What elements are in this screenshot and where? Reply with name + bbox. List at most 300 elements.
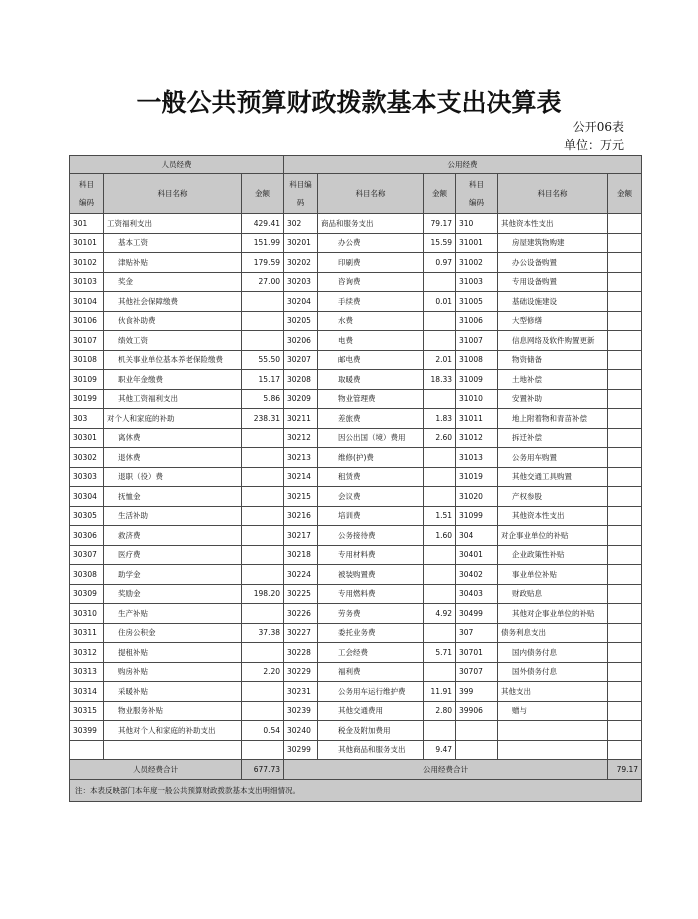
personnel-code-cell: 30306 bbox=[70, 526, 104, 546]
public-item-cell: 物业管理费 bbox=[318, 389, 424, 409]
public-code-cell: 30207 bbox=[284, 350, 318, 370]
capital-code-cell: 30402 bbox=[456, 565, 498, 585]
public-item-cell: 公务用车运行维护费 bbox=[318, 682, 424, 702]
personnel-code-cell: 30103 bbox=[70, 272, 104, 292]
public-amount-cell: 15.59 bbox=[424, 233, 456, 253]
public-item-cell: 因公出国（境）费用 bbox=[318, 428, 424, 448]
personnel-amount-cell bbox=[242, 448, 284, 468]
personnel-item-cell: 抚恤金 bbox=[104, 487, 242, 507]
personnel-code-cell: 30315 bbox=[70, 701, 104, 721]
personnel-item-column-header: 科目名称 bbox=[104, 174, 242, 214]
capital-item-column-header: 科目名称 bbox=[498, 174, 608, 214]
personnel-amount-cell bbox=[242, 565, 284, 585]
capital-amount-cell bbox=[608, 623, 642, 643]
public-code-cell: 30211 bbox=[284, 409, 318, 429]
personnel-item-cell: 医疗费 bbox=[104, 545, 242, 565]
personnel-item-cell: 采暖补贴 bbox=[104, 682, 242, 702]
capital-item-cell: 对企事业单位的补贴 bbox=[498, 526, 608, 546]
personnel-amount-cell: 55.50 bbox=[242, 350, 284, 370]
personnel-code-cell: 30305 bbox=[70, 506, 104, 526]
public-amount-cell bbox=[424, 389, 456, 409]
personnel-item-cell: 退职（役）费 bbox=[104, 467, 242, 487]
personnel-item-cell: 其他社会保障缴费 bbox=[104, 292, 242, 312]
note-row bbox=[70, 780, 642, 802]
public-code-cell: 30214 bbox=[284, 467, 318, 487]
table-row bbox=[70, 448, 642, 468]
public-code-cell: 30216 bbox=[284, 506, 318, 526]
capital-item-cell: 财政贴息 bbox=[498, 584, 608, 604]
personnel-amount-cell: 0.54 bbox=[242, 721, 284, 741]
capital-code-cell: 31013 bbox=[456, 448, 498, 468]
personnel-amount-cell: 27.00 bbox=[242, 272, 284, 292]
capital-item-cell: 赠与 bbox=[498, 701, 608, 721]
personnel-amount-cell bbox=[242, 701, 284, 721]
public-amount-cell bbox=[424, 545, 456, 565]
capital-item-cell: 拆迁补偿 bbox=[498, 428, 608, 448]
capital-code-cell: 30401 bbox=[456, 545, 498, 565]
table-row bbox=[70, 253, 642, 273]
capital-code-cell: 310 bbox=[456, 214, 498, 234]
capital-item-cell: 地上附着物和青苗补偿 bbox=[498, 409, 608, 429]
public-amount-cell: 1.60 bbox=[424, 526, 456, 546]
personnel-item-cell: 助学金 bbox=[104, 565, 242, 585]
capital-amount-column-header: 金额 bbox=[608, 174, 642, 214]
personnel-amount-cell: 151.99 bbox=[242, 233, 284, 253]
table-row bbox=[70, 662, 642, 682]
capital-amount-cell bbox=[608, 662, 642, 682]
table-row bbox=[70, 565, 642, 585]
total-row bbox=[70, 760, 642, 780]
capital-amount-cell bbox=[608, 428, 642, 448]
capital-amount-cell bbox=[608, 721, 642, 741]
public-amount-cell: 0.01 bbox=[424, 292, 456, 312]
public-amount-cell: 18.33 bbox=[424, 370, 456, 390]
public-amount-cell bbox=[424, 331, 456, 351]
capital-amount-cell bbox=[608, 526, 642, 546]
personnel-total-amount: 677.73 bbox=[242, 760, 284, 780]
capital-code-cell: 307 bbox=[456, 623, 498, 643]
capital-item-cell: 公务用车购置 bbox=[498, 448, 608, 468]
public-amount-column-header: 金额 bbox=[424, 174, 456, 214]
public-code-cell: 30205 bbox=[284, 311, 318, 331]
capital-item-cell: 物资储备 bbox=[498, 350, 608, 370]
capital-item-cell: 安置补助 bbox=[498, 389, 608, 409]
capital-code-cell: 31010 bbox=[456, 389, 498, 409]
personnel-code-cell: 30109 bbox=[70, 370, 104, 390]
table-row bbox=[70, 214, 642, 234]
table-row bbox=[70, 506, 642, 526]
personnel-item-cell: 其他对个人和家庭的补助支出 bbox=[104, 721, 242, 741]
group-header-row bbox=[70, 156, 642, 174]
public-item-cell: 维修(护)费 bbox=[318, 448, 424, 468]
table-row bbox=[70, 487, 642, 507]
personnel-amount-cell bbox=[242, 643, 284, 663]
capital-amount-cell bbox=[608, 701, 642, 721]
personnel-code-cell: 30303 bbox=[70, 467, 104, 487]
capital-amount-cell bbox=[608, 448, 642, 468]
public-code-cell: 30231 bbox=[284, 682, 318, 702]
personnel-amount-cell bbox=[242, 545, 284, 565]
personnel-amount-cell bbox=[242, 311, 284, 331]
public-amount-cell: 2.80 bbox=[424, 701, 456, 721]
public-code-cell: 30217 bbox=[284, 526, 318, 546]
public-code-cell: 30203 bbox=[284, 272, 318, 292]
public-code-cell: 30212 bbox=[284, 428, 318, 448]
capital-item-cell: 国内债务付息 bbox=[498, 643, 608, 663]
capital-amount-cell bbox=[608, 565, 642, 585]
table-row bbox=[70, 604, 642, 624]
personnel-item-cell: 对个人和家庭的补助 bbox=[104, 409, 242, 429]
capital-item-cell: 企业政策性补贴 bbox=[498, 545, 608, 565]
capital-code-cell: 31008 bbox=[456, 350, 498, 370]
capital-item-cell: 基础设施建设 bbox=[498, 292, 608, 312]
public-code-cell: 30213 bbox=[284, 448, 318, 468]
capital-code-cell: 31002 bbox=[456, 253, 498, 273]
public-code-cell: 30299 bbox=[284, 740, 318, 760]
capital-amount-cell bbox=[608, 350, 642, 370]
unit-label: 单位：万元 bbox=[563, 138, 624, 152]
capital-amount-cell bbox=[608, 233, 642, 253]
public-code-cell: 30226 bbox=[284, 604, 318, 624]
personnel-item-cell: 职业年金缴费 bbox=[104, 370, 242, 390]
capital-amount-cell bbox=[608, 584, 642, 604]
personnel-item-cell: 退休费 bbox=[104, 448, 242, 468]
public-amount-cell: 2.60 bbox=[424, 428, 456, 448]
personnel-item-cell: 物业服务补贴 bbox=[104, 701, 242, 721]
table-row bbox=[70, 682, 642, 702]
personnel-amount-cell: 2.20 bbox=[242, 662, 284, 682]
personnel-code-cell: 30314 bbox=[70, 682, 104, 702]
public-item-cell: 电费 bbox=[318, 331, 424, 351]
capital-item-cell: 信息网络及软件购置更新 bbox=[498, 331, 608, 351]
personnel-amount-cell bbox=[242, 506, 284, 526]
personnel-amount-cell bbox=[242, 428, 284, 448]
personnel-code-cell: 30304 bbox=[70, 487, 104, 507]
capital-item-cell: 产权参股 bbox=[498, 487, 608, 507]
capital-code-column-header: 科目 编码 bbox=[456, 174, 498, 214]
personnel-code-cell: 30199 bbox=[70, 389, 104, 409]
public-code-column-header: 科目编 码 bbox=[284, 174, 318, 214]
capital-amount-cell bbox=[608, 740, 642, 760]
public-code-cell: 302 bbox=[284, 214, 318, 234]
personnel-code-cell: 30313 bbox=[70, 662, 104, 682]
public-item-cell: 手续费 bbox=[318, 292, 424, 312]
personnel-code-cell: 30312 bbox=[70, 643, 104, 663]
personnel-item-cell: 津贴补贴 bbox=[104, 253, 242, 273]
form-number: 公开06表 bbox=[572, 120, 624, 134]
public-item-cell: 其他商品和服务支出 bbox=[318, 740, 424, 760]
capital-amount-cell bbox=[608, 643, 642, 663]
capital-amount-cell bbox=[608, 545, 642, 565]
personnel-code-cell: 30104 bbox=[70, 292, 104, 312]
public-item-cell: 办公费 bbox=[318, 233, 424, 253]
capital-code-cell: 399 bbox=[456, 682, 498, 702]
personnel-code-cell: 301 bbox=[70, 214, 104, 234]
personnel-amount-cell bbox=[242, 292, 284, 312]
personnel-amount-cell bbox=[242, 682, 284, 702]
personnel-amount-cell: 37.38 bbox=[242, 623, 284, 643]
capital-item-cell: 其他资本性支出 bbox=[498, 214, 608, 234]
public-total-amount: 79.17 bbox=[608, 760, 642, 780]
personnel-item-cell: 提租补贴 bbox=[104, 643, 242, 663]
public-amount-cell: 11.91 bbox=[424, 682, 456, 702]
personnel-amount-cell bbox=[242, 331, 284, 351]
capital-item-cell: 国外债务付息 bbox=[498, 662, 608, 682]
personnel-code-cell: 30107 bbox=[70, 331, 104, 351]
personnel-code-cell: 30106 bbox=[70, 311, 104, 331]
capital-code-cell: 31001 bbox=[456, 233, 498, 253]
capital-code-cell: 31019 bbox=[456, 467, 498, 487]
public-item-cell: 专用材料费 bbox=[318, 545, 424, 565]
capital-amount-cell bbox=[608, 487, 642, 507]
public-item-cell: 商品和服务支出 bbox=[318, 214, 424, 234]
public-code-cell: 30228 bbox=[284, 643, 318, 663]
personnel-item-cell: 机关事业单位基本养老保险缴费 bbox=[104, 350, 242, 370]
table-row bbox=[70, 350, 642, 370]
table-row bbox=[70, 233, 642, 253]
capital-item-cell: 事业单位补贴 bbox=[498, 565, 608, 585]
personnel-item-cell: 伙食补助费 bbox=[104, 311, 242, 331]
public-item-cell: 被装购置费 bbox=[318, 565, 424, 585]
capital-item-cell: 房屋建筑物购建 bbox=[498, 233, 608, 253]
public-item-cell: 差旅费 bbox=[318, 409, 424, 429]
table-row bbox=[70, 370, 642, 390]
capital-code-cell: 31012 bbox=[456, 428, 498, 448]
personnel-item-cell: 生活补助 bbox=[104, 506, 242, 526]
table-row bbox=[70, 389, 642, 409]
capital-amount-cell bbox=[608, 292, 642, 312]
public-amount-cell bbox=[424, 448, 456, 468]
personnel-item-cell: 其他工资福利支出 bbox=[104, 389, 242, 409]
public-code-cell: 30215 bbox=[284, 487, 318, 507]
table-row bbox=[70, 701, 642, 721]
capital-amount-cell bbox=[608, 370, 642, 390]
capital-code-cell: 31009 bbox=[456, 370, 498, 390]
capital-code-cell: 30707 bbox=[456, 662, 498, 682]
capital-item-cell: 办公设备购置 bbox=[498, 253, 608, 273]
public-code-cell: 30204 bbox=[284, 292, 318, 312]
capital-item-cell: 其他支出 bbox=[498, 682, 608, 702]
table-body bbox=[70, 214, 642, 760]
personnel-group-header: 人员经费 bbox=[70, 156, 284, 174]
personnel-code-cell: 30309 bbox=[70, 584, 104, 604]
public-amount-cell bbox=[424, 272, 456, 292]
capital-item-cell: 其他对企事业单位的补贴 bbox=[498, 604, 608, 624]
capital-amount-cell bbox=[608, 331, 642, 351]
public-code-cell: 30202 bbox=[284, 253, 318, 273]
capital-item-cell: 其他资本性支出 bbox=[498, 506, 608, 526]
public-item-cell: 水费 bbox=[318, 311, 424, 331]
personnel-amount-cell bbox=[242, 740, 284, 760]
public-amount-cell: 1.83 bbox=[424, 409, 456, 429]
public-item-column-header: 科目名称 bbox=[318, 174, 424, 214]
table-row bbox=[70, 409, 642, 429]
personnel-code-cell: 30399 bbox=[70, 721, 104, 741]
public-item-cell: 公务接待费 bbox=[318, 526, 424, 546]
public-code-cell: 30239 bbox=[284, 701, 318, 721]
capital-item-cell: 其他交通工具购置 bbox=[498, 467, 608, 487]
personnel-item-cell: 购房补贴 bbox=[104, 662, 242, 682]
personnel-amount-cell bbox=[242, 467, 284, 487]
personnel-amount-cell: 238.31 bbox=[242, 409, 284, 429]
capital-code-cell: 304 bbox=[456, 526, 498, 546]
public-item-cell: 专用燃料费 bbox=[318, 584, 424, 604]
column-header-row bbox=[70, 174, 642, 214]
personnel-code-cell: 30301 bbox=[70, 428, 104, 448]
page-title: 一般公共预算财政拨款基本支出决算表 bbox=[136, 88, 562, 117]
table-row bbox=[70, 526, 642, 546]
personnel-amount-cell: 198.20 bbox=[242, 584, 284, 604]
capital-amount-cell bbox=[608, 467, 642, 487]
table-note: 注：本表反映部门本年度一般公共预算财政拨款基本支出明细情况。 bbox=[70, 780, 642, 802]
capital-item-cell: 土地补偿 bbox=[498, 370, 608, 390]
capital-code-cell: 31005 bbox=[456, 292, 498, 312]
capital-code-cell bbox=[456, 721, 498, 741]
personnel-code-cell: 30102 bbox=[70, 253, 104, 273]
public-item-cell: 福利费 bbox=[318, 662, 424, 682]
public-item-cell: 委托业务费 bbox=[318, 623, 424, 643]
capital-amount-cell bbox=[608, 604, 642, 624]
capital-amount-cell bbox=[608, 506, 642, 526]
public-item-cell: 工会经费 bbox=[318, 643, 424, 663]
public-code-cell: 30208 bbox=[284, 370, 318, 390]
public-amount-cell: 0.97 bbox=[424, 253, 456, 273]
table-row bbox=[70, 623, 642, 643]
capital-code-cell: 30701 bbox=[456, 643, 498, 663]
capital-amount-cell bbox=[608, 214, 642, 234]
personnel-code-cell: 30310 bbox=[70, 604, 104, 624]
public-code-cell: 30201 bbox=[284, 233, 318, 253]
capital-amount-cell bbox=[608, 409, 642, 429]
public-item-cell: 税金及附加费用 bbox=[318, 721, 424, 741]
table-row bbox=[70, 272, 642, 292]
personnel-item-cell: 基本工资 bbox=[104, 233, 242, 253]
personnel-code-cell: 303 bbox=[70, 409, 104, 429]
capital-code-cell: 30403 bbox=[456, 584, 498, 604]
personnel-code-cell: 30307 bbox=[70, 545, 104, 565]
public-item-cell: 其他交通费用 bbox=[318, 701, 424, 721]
public-amount-cell: 79.17 bbox=[424, 214, 456, 234]
capital-code-cell: 31006 bbox=[456, 311, 498, 331]
public-code-cell: 30209 bbox=[284, 389, 318, 409]
personnel-code-cell bbox=[70, 740, 104, 760]
public-amount-cell bbox=[424, 467, 456, 487]
personnel-code-cell: 30108 bbox=[70, 350, 104, 370]
personnel-amount-cell: 15.17 bbox=[242, 370, 284, 390]
public-item-cell: 租赁费 bbox=[318, 467, 424, 487]
public-code-cell: 30227 bbox=[284, 623, 318, 643]
public-item-cell: 培训费 bbox=[318, 506, 424, 526]
personnel-item-cell: 工资福利支出 bbox=[104, 214, 242, 234]
public-amount-cell bbox=[424, 311, 456, 331]
public-code-cell: 30218 bbox=[284, 545, 318, 565]
personnel-item-cell: 奖励金 bbox=[104, 584, 242, 604]
capital-item-cell: 大型修缮 bbox=[498, 311, 608, 331]
capital-code-cell: 31020 bbox=[456, 487, 498, 507]
public-amount-cell bbox=[424, 662, 456, 682]
public-total-label: 公用经费合计 bbox=[284, 760, 608, 780]
table-row bbox=[70, 428, 642, 448]
capital-amount-cell bbox=[608, 253, 642, 273]
table-row bbox=[70, 311, 642, 331]
public-amount-cell: 1.51 bbox=[424, 506, 456, 526]
expenditure-table bbox=[69, 155, 642, 802]
capital-code-cell bbox=[456, 740, 498, 760]
table-row bbox=[70, 740, 642, 760]
personnel-amount-cell bbox=[242, 526, 284, 546]
capital-code-cell: 31011 bbox=[456, 409, 498, 429]
public-group-header: 公用经费 bbox=[284, 156, 642, 174]
public-code-cell: 30240 bbox=[284, 721, 318, 741]
capital-code-cell: 31099 bbox=[456, 506, 498, 526]
table-row bbox=[70, 721, 642, 741]
public-item-cell: 劳务费 bbox=[318, 604, 424, 624]
public-amount-cell: 2.01 bbox=[424, 350, 456, 370]
public-amount-cell bbox=[424, 721, 456, 741]
personnel-amount-cell bbox=[242, 487, 284, 507]
table-row bbox=[70, 643, 642, 663]
public-item-cell: 邮电费 bbox=[318, 350, 424, 370]
personnel-code-cell: 30308 bbox=[70, 565, 104, 585]
public-item-cell: 印刷费 bbox=[318, 253, 424, 273]
capital-code-cell: 31003 bbox=[456, 272, 498, 292]
personnel-amount-cell: 429.41 bbox=[242, 214, 284, 234]
personnel-item-cell: 离休费 bbox=[104, 428, 242, 448]
public-amount-cell: 4.92 bbox=[424, 604, 456, 624]
public-amount-cell bbox=[424, 487, 456, 507]
capital-amount-cell bbox=[608, 682, 642, 702]
public-item-cell: 取暖费 bbox=[318, 370, 424, 390]
capital-item-cell bbox=[498, 740, 608, 760]
public-code-cell: 30224 bbox=[284, 565, 318, 585]
personnel-code-cell: 30101 bbox=[70, 233, 104, 253]
public-code-cell: 30229 bbox=[284, 662, 318, 682]
public-amount-cell: 5.71 bbox=[424, 643, 456, 663]
personnel-code-cell: 30302 bbox=[70, 448, 104, 468]
capital-item-cell bbox=[498, 721, 608, 741]
personnel-amount-cell: 5.86 bbox=[242, 389, 284, 409]
table-row bbox=[70, 584, 642, 604]
personnel-item-cell: 奖金 bbox=[104, 272, 242, 292]
public-code-cell: 30225 bbox=[284, 584, 318, 604]
personnel-item-cell bbox=[104, 740, 242, 760]
personnel-item-cell: 住房公积金 bbox=[104, 623, 242, 643]
personnel-item-cell: 救济费 bbox=[104, 526, 242, 546]
capital-amount-cell bbox=[608, 389, 642, 409]
public-amount-cell: 9.47 bbox=[424, 740, 456, 760]
capital-amount-cell bbox=[608, 311, 642, 331]
public-amount-cell bbox=[424, 565, 456, 585]
table-row bbox=[70, 545, 642, 565]
public-code-cell: 30206 bbox=[284, 331, 318, 351]
table-row bbox=[70, 292, 642, 312]
personnel-item-cell: 绩效工资 bbox=[104, 331, 242, 351]
personnel-amount-column-header: 金额 bbox=[242, 174, 284, 214]
personnel-item-cell: 生产补贴 bbox=[104, 604, 242, 624]
personnel-amount-cell bbox=[242, 604, 284, 624]
capital-code-cell: 39906 bbox=[456, 701, 498, 721]
personnel-amount-cell: 179.59 bbox=[242, 253, 284, 273]
table-row bbox=[70, 331, 642, 351]
personnel-code-column-header: 科目 编码 bbox=[70, 174, 104, 214]
personnel-total-label: 人员经费合计 bbox=[70, 760, 242, 780]
capital-code-cell: 30499 bbox=[456, 604, 498, 624]
capital-code-cell: 31007 bbox=[456, 331, 498, 351]
public-item-cell: 咨询费 bbox=[318, 272, 424, 292]
capital-item-cell: 专用设备购置 bbox=[498, 272, 608, 292]
capital-item-cell: 债务利息支出 bbox=[498, 623, 608, 643]
personnel-code-cell: 30311 bbox=[70, 623, 104, 643]
